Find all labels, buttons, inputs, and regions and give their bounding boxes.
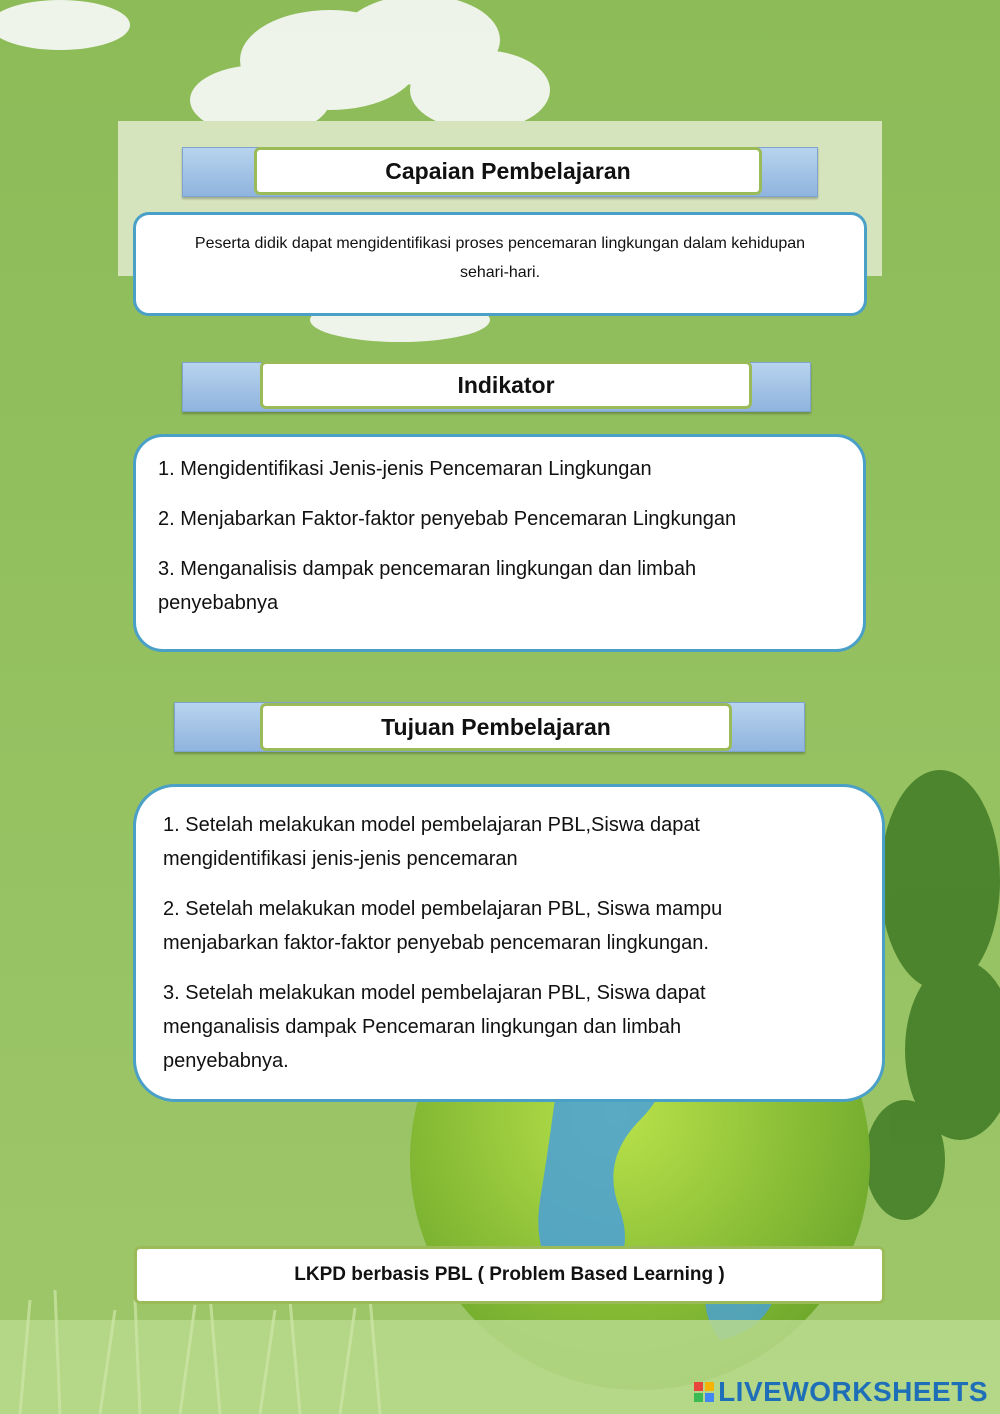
capaian-title-text: Capaian Pembelajaran [385, 157, 631, 184]
list-item: 2. Setelah melakukan model pembelajaran PBL, Siswa mampu menjabarkan faktor-faktor penyebab pencemaran lingkungan. [163, 898, 723, 954]
logo-square [705, 1393, 714, 1402]
footer-label: LKPD berbasis PBL ( Problem Based Learning ) [294, 1264, 725, 1285]
indikator-title-text: Indikator [457, 371, 555, 398]
list-item: 3. Setelah melakukan model pembelajaran PBL, Siswa dapat menganalisis dampak Pencemaran lingkungan dan limbah penyebabnya. [163, 982, 706, 1072]
list-item: 3. Menganalisis dampak pencemaran lingkungan dan limbah penyebabnya [158, 558, 697, 614]
logo-mark-icon [694, 1382, 714, 1402]
logo-square [694, 1393, 703, 1402]
liveworksheets-logo [694, 1376, 988, 1408]
logo-square [705, 1382, 714, 1391]
tujuan-list [163, 808, 772, 1094]
logo-text: LIVEWORKSHEETS [718, 1376, 988, 1407]
capaian-title [254, 147, 762, 195]
list-item: 2. Menjabarkan Faktor-faktor penyebab Pencemaran Lingkungan [158, 508, 737, 530]
list-item: 1. Mengidentifikasi Jenis-jenis Pencemaran Lingkungan [158, 458, 652, 480]
footer-label-box [134, 1246, 885, 1304]
tujuan-title [260, 703, 732, 751]
indikator-content-box [133, 434, 866, 652]
tujuan-content-box [133, 784, 885, 1102]
list-item: 1. Setelah melakukan model pembelajaran PBL,Siswa dapat mengidentifikasi jenis-jenis pencemaran [163, 814, 700, 870]
indikator-list [158, 452, 803, 636]
capaian-text: Peserta didik dapat mengidentifikasi proses pencemaran lingkungan dalam kehidupan sehari-hari. [194, 235, 806, 281]
indikator-title [260, 361, 752, 409]
tujuan-title-text: Tujuan Pembelajaran [381, 713, 611, 740]
logo-square [694, 1382, 703, 1391]
capaian-content-box [133, 212, 867, 316]
